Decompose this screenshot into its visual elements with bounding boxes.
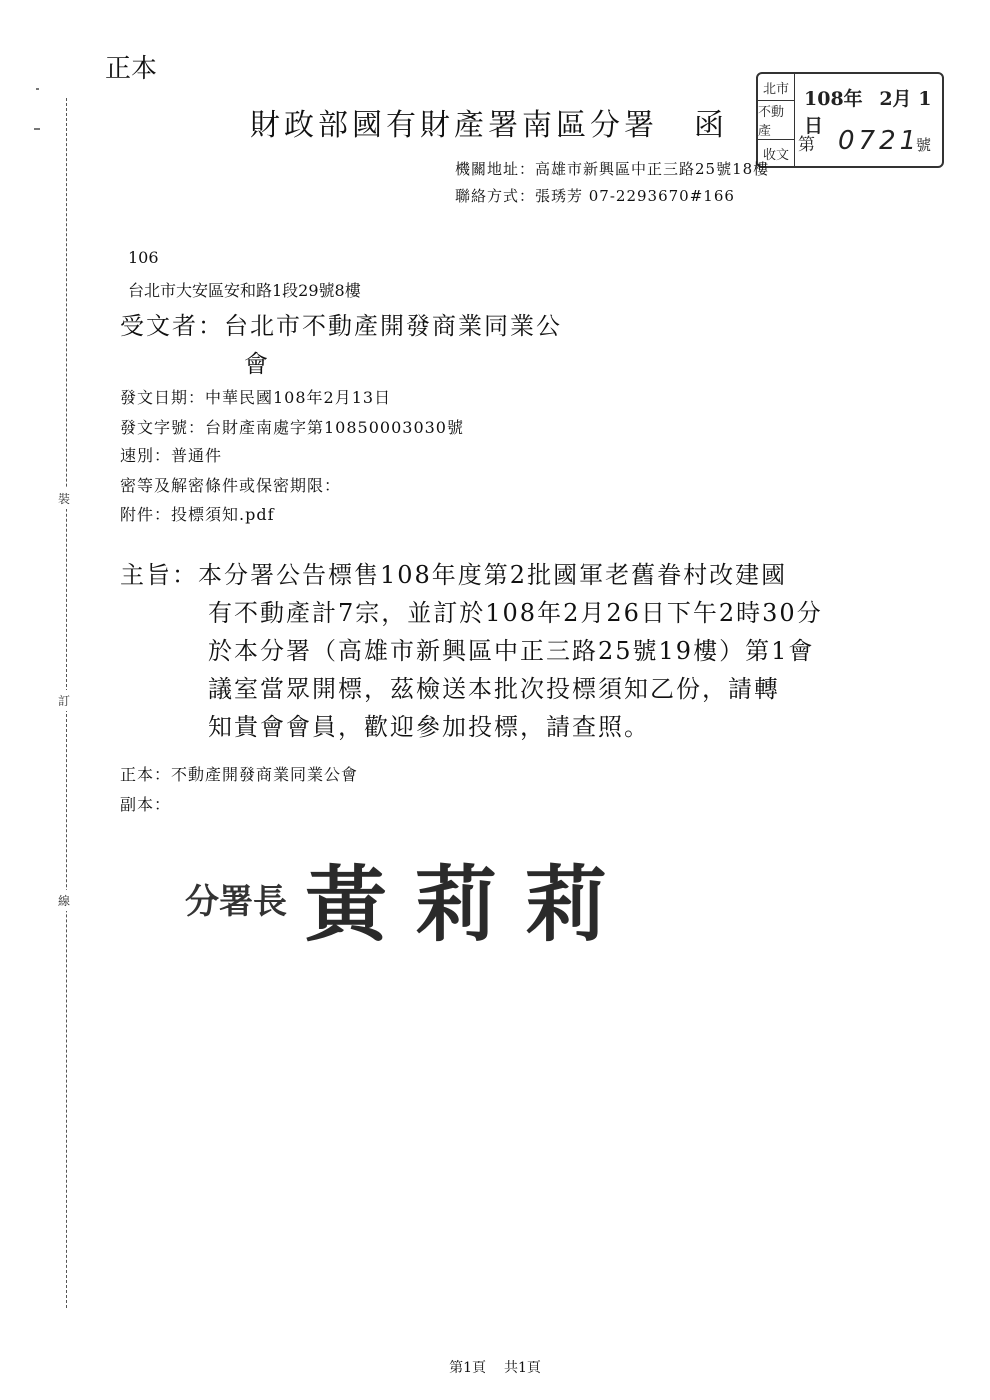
delivery-speed: 速別：普通件 — [120, 446, 223, 465]
issue-date: 發文日期：中華民國108年2月13日 — [120, 388, 392, 407]
agency-contact: 聯絡方式：張琇芳 07-2293670#166 — [455, 187, 735, 205]
subject-line: 知貴會會員，歡迎參加投標，請查照。 — [208, 713, 650, 741]
document-kind: 函 — [694, 108, 728, 143]
stamp-month: 2 — [879, 88, 893, 110]
page-footer — [0, 1357, 990, 1377]
page-total: 共1頁 — [504, 1360, 541, 1376]
recipient-continued: 會 — [244, 350, 268, 378]
recipient: 受文者：台北市不動產開發商業同業公 — [120, 312, 562, 340]
subject-line: 主旨：本分署公告標售108年度第2批國軍老舊眷村改建國 — [120, 561, 788, 589]
document-title — [250, 100, 728, 144]
stamp-year: 108 — [804, 88, 844, 110]
scan-speck — [36, 88, 39, 90]
signatory-title: 分署長 — [185, 882, 287, 922]
stamp-number-suffix: 號 — [916, 136, 932, 154]
stamp-date: 108年 2月 1日 — [804, 88, 932, 137]
stamp-number-prefix: 第 — [798, 135, 815, 155]
binding-char-bind: 裝 — [58, 488, 70, 509]
attachment: 附件：投標須知.pdf — [120, 505, 275, 524]
original-recipient: 正本：不動產開發商業同業公會 — [120, 765, 359, 784]
subject-line: 議室當眾開標，茲檢送本批次投標須知乙份，請轉 — [208, 675, 780, 703]
subject-line: 有不動產計7宗，並訂於108年2月26日下午2時30分 — [208, 599, 823, 627]
stamp-day: 1 — [918, 88, 932, 110]
subject-line: 於本分署（高雄市新興區中正三路25號19樓）第1會 — [208, 637, 815, 665]
zip-code: 106 — [128, 248, 159, 267]
copy-mark: 正本 — [105, 54, 158, 84]
stamp-org-column — [758, 74, 795, 166]
stamp-org-char: 不動產 — [758, 101, 794, 140]
receipt-stamp — [756, 72, 944, 168]
copy-recipient: 副本： — [120, 795, 172, 814]
recipient-address: 台北市大安區安和路1段29號8樓 — [128, 281, 361, 300]
secrecy-level: 密等及解密條件或保密期限： — [120, 476, 342, 495]
stamp-org-char: 北市 — [758, 74, 794, 101]
stamp-handwritten-number: 0721 — [838, 126, 921, 156]
document-number: 發文字號：台財產南處字第10850003030號 — [120, 418, 464, 437]
stamp-org-char: 收文 — [762, 147, 789, 163]
subject-paragraph — [120, 556, 823, 746]
binding-char-line: 線 — [58, 890, 70, 911]
agency-address: 機關地址：高雄市新興區中正三路25號18樓 — [455, 160, 770, 178]
scan-speck — [34, 128, 40, 130]
page-number: 第1頁 — [449, 1360, 486, 1376]
binding-char-staple: 訂 — [58, 690, 70, 711]
signature-block — [185, 840, 635, 957]
agency-name: 財政部國有財產署南區分署 — [250, 108, 658, 143]
signatory-name: 黃莉莉 — [305, 858, 636, 953]
